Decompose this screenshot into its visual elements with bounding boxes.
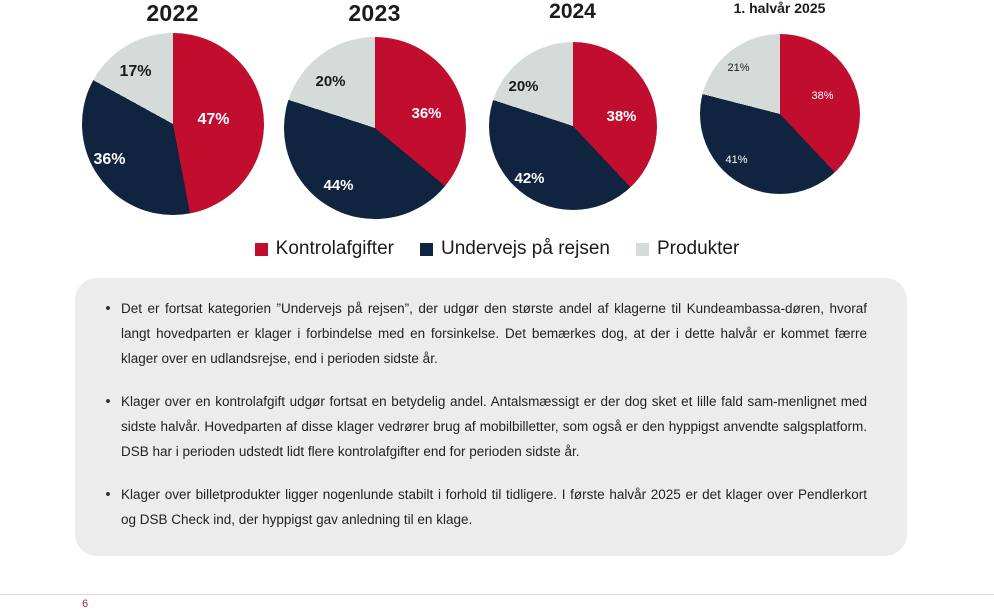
bullet-text-2: Klager over en kontrolafgift udgør fortsat en betydelig andel. Antalsmæssigt er der dog sket et lille fald sam-menlignet med sidste halvår. Hovedparten af disse klager vedrører brug af mobilbilletter, som også er den hyppigst anvendte salgsplatform. DSB har i perioden udstedt lidt flere kontrolafgifter end for perioden sidste år.	[121, 394, 867, 459]
pie-2025-h1-label-kontrolafgifter: 38%	[811, 90, 834, 102]
legend-swatch-kontrolafgifter	[255, 243, 268, 256]
pie-chart-2023-graphic	[284, 37, 466, 219]
pie-2022-label-produkter: 17%	[119, 63, 152, 80]
footer-divider	[0, 594, 994, 595]
pie-chart-2023-title: 2023	[348, 0, 401, 26]
pie-slices-2022	[82, 33, 264, 215]
pie-chart-2024-graphic	[489, 42, 657, 210]
pie-chart-2024-title: 2024	[549, 0, 596, 23]
pie-chart-2025-h1	[672, 0, 887, 194]
bullet-text-3: Klager over billetprodukter ligger nogenlunde stabilt i forhold til tidligere. I første halvår 2025 er det klager over Pendlerkort og DSB Check ind, der hyppigst gav anledning til en klage.	[121, 487, 867, 527]
pie-chart-2022	[60, 0, 285, 215]
legend-swatch-undervejs	[420, 243, 433, 256]
pie-2025-h1-label-undervejs: 41%	[725, 154, 748, 166]
page-number: 6	[82, 598, 89, 610]
chart-legend	[0, 238, 994, 260]
legend-item-produkter	[636, 238, 739, 260]
legend-swatch-produkter	[636, 243, 649, 256]
pie-slices-2023	[284, 37, 466, 219]
pie-chart-2025-h1-title: 1. halvår 2025	[733, 0, 826, 16]
bullet-item-2	[75, 389, 907, 464]
bullet-marker-icon: •	[105, 486, 111, 503]
pie-2023-label-produkter: 20%	[315, 73, 346, 90]
commentary-panel	[75, 278, 907, 556]
legend-label-undervejs: Undervejs på rejsen	[440, 238, 610, 259]
pie-2024-label-kontrolafgifter: 38%	[606, 108, 637, 125]
pie-chart-2025-h1-graphic	[700, 34, 860, 194]
pie-2023-label-kontrolafgifter: 36%	[411, 105, 442, 122]
bullet-item-3	[75, 482, 907, 532]
pie-chart-2022-title: 2022	[146, 0, 199, 26]
bullet-item-1	[75, 296, 907, 371]
legend-label-produkter: Produkter	[656, 238, 740, 259]
pie-slices-2025-h1	[700, 34, 860, 194]
bullet-marker-icon: •	[105, 393, 111, 410]
pie-chart-2024	[465, 0, 680, 210]
legend-item-kontrolafgifter	[255, 238, 394, 260]
pie-2022-label-undervejs: 36%	[93, 151, 126, 168]
pie-2022-label-kontrolafgifter: 47%	[197, 111, 230, 128]
pie-chart-2022-graphic	[82, 33, 264, 215]
pie-chart-2023	[262, 0, 487, 219]
pie-2025-h1-label-produkter: 21%	[727, 62, 750, 74]
pie-2024-label-produkter: 20%	[508, 78, 539, 95]
bullet-marker-icon: •	[105, 300, 111, 317]
pie-2024-label-undervejs: 42%	[514, 170, 545, 187]
bullet-text-1: Det er fortsat kategorien ”Undervejs på rejsen”, der udgør den største andel af klagerne til Kundeambassa-døren, hvoraf langt hovedparten er klager i forbindelse med en forsinkelse. Det bemærkes dog, at der i dette halvår er kommet færre klager over en udlandsrejse, end i perioden sidste år.	[121, 301, 867, 366]
pie-charts-row	[0, 0, 994, 235]
legend-item-undervejs	[420, 238, 610, 260]
legend-label-kontrolafgifter: Kontrolafgifter	[275, 238, 394, 259]
pie-2023-label-undervejs: 44%	[323, 177, 354, 194]
